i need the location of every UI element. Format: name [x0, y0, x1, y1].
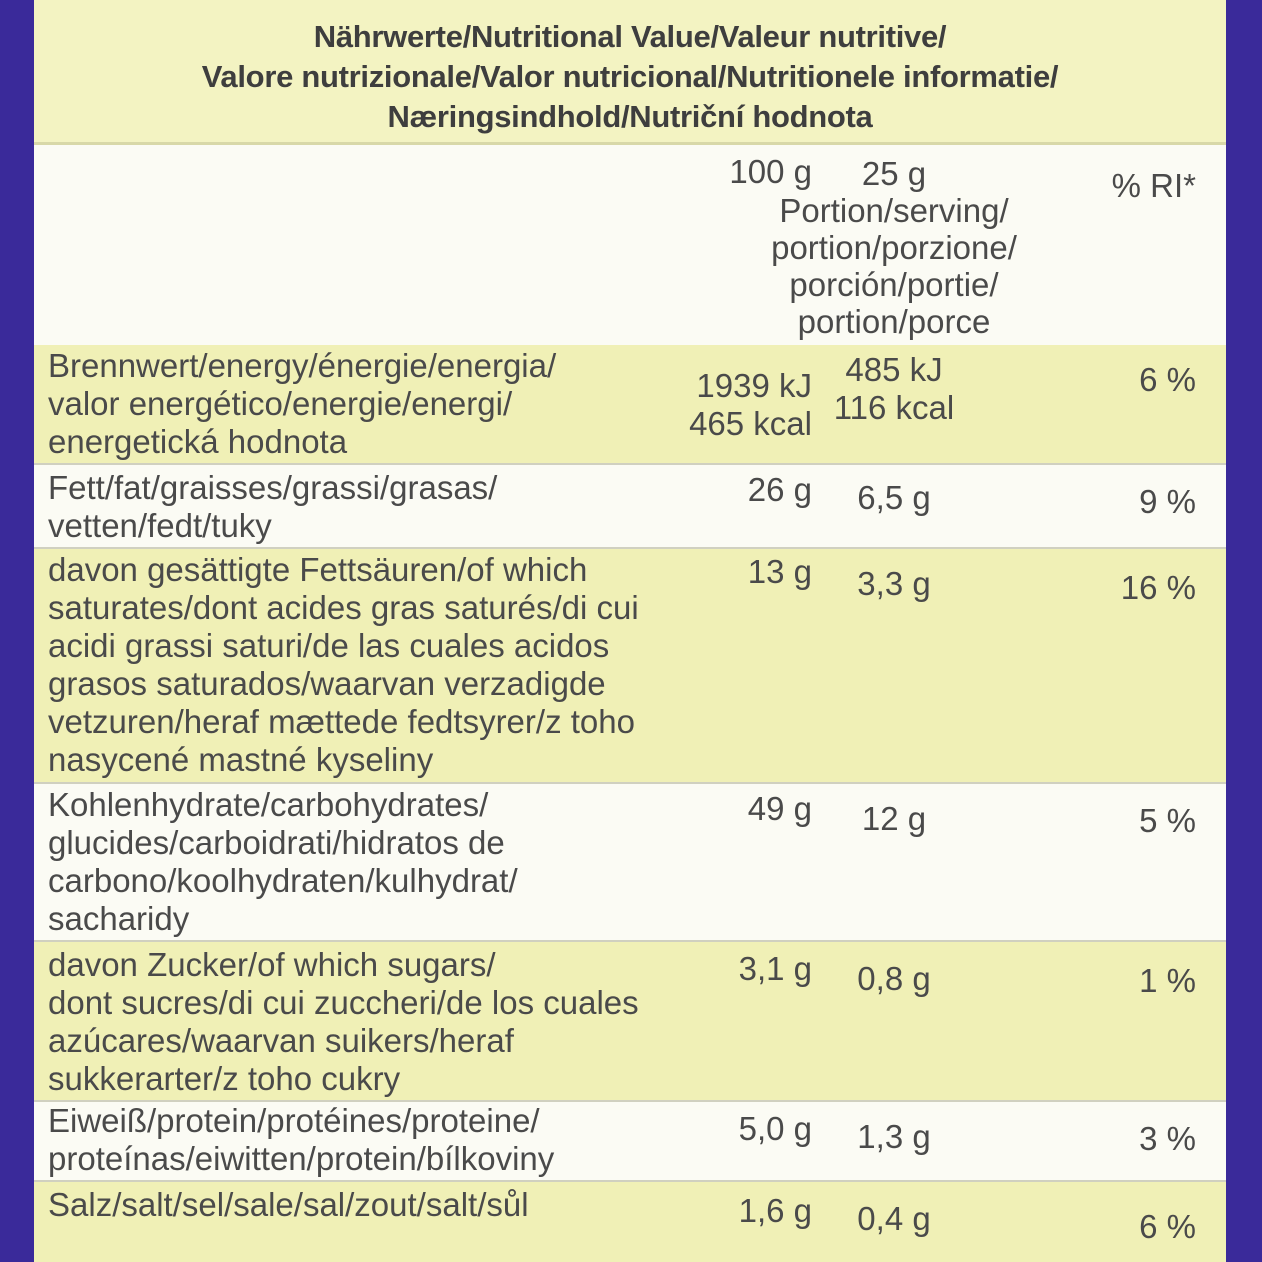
column-header-25g-amount: 25 g [861, 155, 927, 192]
nutrient-value-25g: 6,5 g [857, 479, 931, 516]
nutrient-value-25g: 0,8 g [857, 960, 931, 997]
nutrient-value-25g: 12 g [861, 800, 927, 837]
title-line-2: Valore nutrizionale/Valor nutricional/Nutritionele informatie/ [201, 59, 1059, 94]
nutrient-value-ri: 6 % [1139, 361, 1196, 398]
nutrient-row-protein [34, 1100, 1226, 1180]
nutrient-value-25g: 3,3 g [857, 565, 931, 602]
nutrient-value-ri: 6 % [1139, 1208, 1196, 1245]
nutrient-value-100g: 5,0 g [738, 1110, 812, 1147]
nutrient-value-100g: 1,6 g [738, 1192, 812, 1229]
nutrient-value-100g: 3,1 g [738, 950, 812, 987]
nutrient-value-100g: 49 g [747, 790, 812, 827]
nutrient-value-100g: 26 g [747, 471, 812, 508]
nutrient-row-carbohydrates [34, 782, 1226, 940]
column-header-25g-portion-1: Portion/serving/ [779, 192, 1009, 229]
nutrient-value-ri: 5 % [1139, 802, 1196, 839]
nutrition-label [34, 0, 1226, 1262]
nutrient-value-ri: 9 % [1139, 483, 1196, 520]
column-header-25g-portion-3: porción/portie/ [789, 266, 999, 303]
title-line-1: Nährwerte/Nutritional Value/Valeur nutritive/ [313, 19, 947, 54]
column-header-25g-portion-2: portion/porzione/ [771, 229, 1017, 266]
nutrient-row-saturates [34, 547, 1226, 782]
nutrient-row-energy [34, 345, 1226, 463]
column-header-ri: % RI* [1111, 167, 1196, 204]
title-line-3: Næringsindhold/Nutriční hodnota [387, 99, 873, 134]
column-header-100g: 100 g [729, 153, 812, 190]
nutrient-name: davon Zucker/of which sugars/ dont sucres/di cui zuccheri/de los cuales azúcares/waarvan suikers/heraf sukkerarter/z toho cukry [48, 946, 639, 1097]
nutrient-name: Eiweiß/protein/protéines/proteine/ proteínas/eiwitten/protein/bílkoviny [48, 1102, 555, 1177]
nutrition-title [34, 0, 1226, 145]
nutrient-name: Brennwert/energy/énergie/energia/ valor energético/energie/energi/ energetická hodnota [48, 347, 557, 460]
column-header-row [34, 145, 1226, 345]
nutrient-row-sugars [34, 940, 1226, 1100]
nutrient-name: Kohlenhydrate/carbohydrates/ glucides/carboidrati/hidratos de carbono/koolhydraten/kulhydrat/ sacharidy [48, 786, 518, 937]
column-header-25g-portion-4: portion/porce [797, 303, 991, 340]
nutrient-value-25g: 0,4 g [857, 1200, 931, 1237]
nutrient-name: Fett/fat/graisses/grassi/grasas/ vetten/fedt/tuky [48, 469, 498, 544]
nutrient-value-100g: 13 g [747, 553, 812, 590]
nutrient-row-fat [34, 463, 1226, 547]
nutrient-row-salt [34, 1180, 1226, 1262]
nutrient-value-100g: 1939 kJ 465 kcal [689, 367, 812, 442]
nutrient-value-ri: 3 % [1139, 1120, 1196, 1157]
nutrient-name: Salz/salt/sel/sale/sal/zout/salt/sůl [48, 1186, 529, 1223]
nutrient-value-25g: 1,3 g [857, 1118, 931, 1155]
nutrient-name: davon gesättigte Fettsäuren/of which saturates/dont acides gras saturés/di cui acidi grassi saturi/de las cuales acidos grasos saturados/waarvan verzadigde vetzuren/heraf mættede fedtsyrer/z toho nasycené mastné kyseliny [48, 551, 639, 778]
nutrient-value-25g: 485 kJ 116 kcal [833, 351, 955, 426]
column-header-25g [771, 155, 1017, 340]
nutrient-value-ri: 1 % [1139, 962, 1196, 999]
nutrient-value-ri: 16 % [1120, 569, 1196, 606]
